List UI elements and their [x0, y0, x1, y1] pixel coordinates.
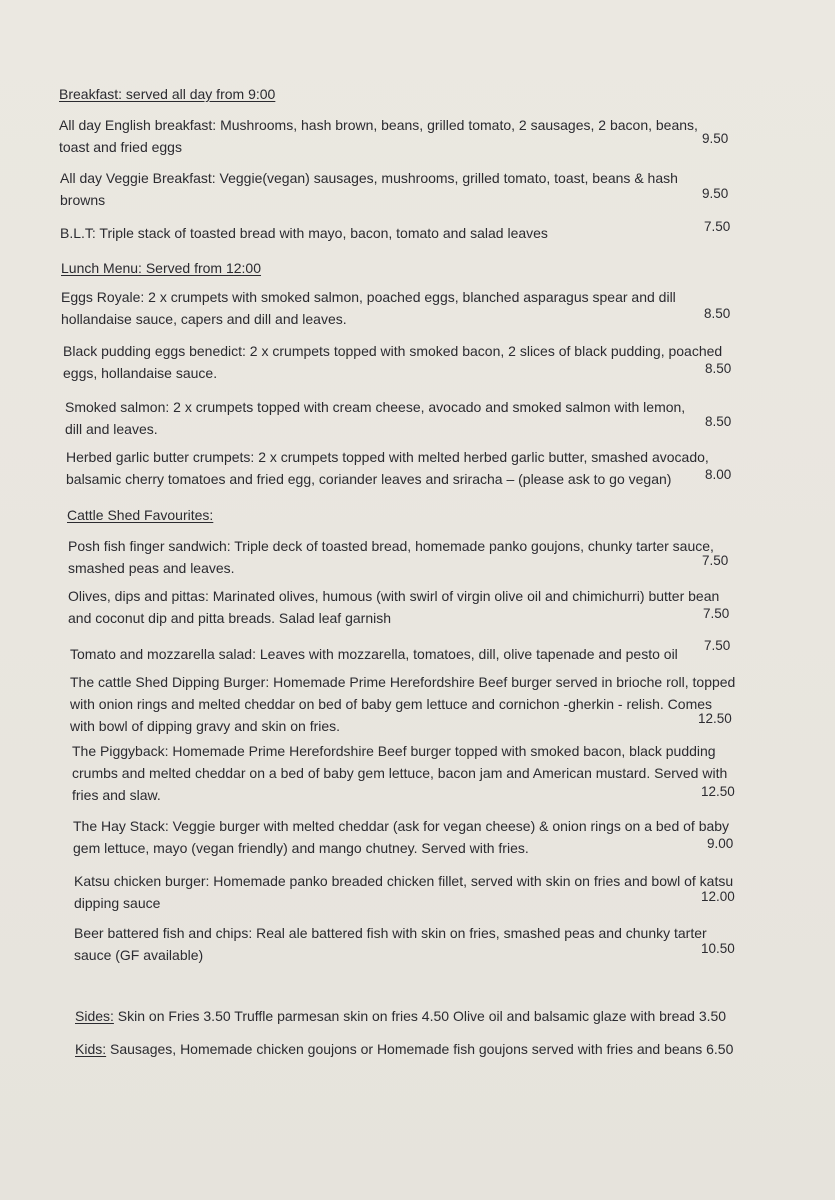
menu-item-smoked-salmon: Smoked salmon: 2 x crumpets topped with cream cheese, avocado and smoked salmon with lemon, dill and leaves. [65, 399, 686, 437]
menu-item-fish-finger-sandwich: Posh fish finger sandwich: Triple deck of toasted bread, homemade panko goujons, chunky tarter sauce, smashed peas and leaves. [68, 538, 714, 576]
menu-item-olives-dips: Olives, dips and pittas: Marinated olives, humous (with swirl of virgin olive oil and chimichurri) butter bean and coconut dip and pitta breads. Salad leaf garnish [68, 588, 720, 626]
menu-item-veggie-breakfast: All day Veggie Breakfast: Veggie(vegan) sausages, mushrooms, grilled tomato, toast, beans & hash browns [60, 170, 678, 208]
menu-item-price: 9.00 [707, 836, 734, 851]
menu-item-dipping-burger: The cattle Shed Dipping Burger: Homemade Prime Herefordshire Beef burger served in brioche roll, topped with onion rings and melted cheddar on bed of baby gem lettuce and cornichon -gherkin - relish. Comes with bowl of dipping gravy and skin on fries. [70, 674, 736, 734]
menu-item-katsu-burger: Katsu chicken burger: Homemade panko breaded chicken fillet, served with skin on fries and bowl of katsu dipping sauce [74, 873, 734, 911]
menu-item-herbed-garlic-crumpets: Herbed garlic butter crumpets: 2 x crumpets topped with melted herbed garlic butter, smashed avocado, balsamic cherry tomatoes and fried egg, coriander leaves and sriracha – (please ask to go vegan) [66, 449, 709, 487]
menu-item-eggs-royale: Eggs Royale: 2 x crumpets with smoked salmon, poached eggs, blanched asparagus spear and dill hollandaise sauce, capers and dill and leaves. [61, 289, 676, 327]
sides-text: Skin on Fries 3.50 Truffle parmesan skin on fries 4.50 Olive oil and balsamic glaze with bread 3.50 [113, 1008, 727, 1024]
menu-item-price: 9.50 [702, 131, 729, 146]
sides-label: Sides: [75, 1008, 114, 1024]
menu-item-price: 12.00 [701, 889, 735, 904]
menu-item-price: 7.50 [704, 638, 731, 653]
menu-item-price: 7.50 [702, 553, 729, 568]
sides-line [75, 1008, 726, 1024]
menu-item-english-breakfast: All day English breakfast: Mushrooms, hash brown, beans, grilled tomato, 2 sausages, 2 bacon, beans, toast and fried eggs [59, 117, 698, 155]
kids-line [75, 1041, 733, 1057]
menu-item-fish-and-chips: Beer battered fish and chips: Real ale battered fish with skin on fries, smashed peas and chunky tarter sauce (GF available) [74, 925, 707, 963]
menu-item-price: 12.50 [701, 784, 735, 799]
menu-item-price: 8.50 [705, 361, 732, 376]
menu-item-price: 8.00 [705, 467, 732, 482]
menu-item-price: 7.50 [703, 606, 730, 621]
kids-text: Sausages, Homemade chicken goujons or Homemade fish goujons served with fries and beans 6.50 [106, 1041, 734, 1057]
kids-label: Kids: [75, 1041, 107, 1057]
menu-item-price: 7.50 [704, 219, 731, 234]
menu-item-price: 10.50 [701, 941, 735, 956]
menu-item-hay-stack: The Hay Stack: Veggie burger with melted cheddar (ask for vegan cheese) & onion rings on a bed of baby gem lettuce, mayo (vegan friendly) and mango chutney. Served with fries. [73, 818, 730, 856]
section-heading-cattle-shed: Cattle Shed Favourites: [67, 507, 214, 523]
menu-item-price: 9.50 [702, 186, 729, 201]
section-heading-lunch: Lunch Menu: Served from 12:00 [61, 260, 262, 276]
menu-item-price: 8.50 [705, 414, 732, 429]
section-heading-breakfast: Breakfast: served all day from 9:00 [59, 86, 276, 102]
menu-item-price: 12.50 [698, 711, 732, 726]
menu-item-black-pudding-benedict: Black pudding eggs benedict: 2 x crumpets topped with smoked bacon, 2 slices of black pudding, poached eggs, hollandaise sauce. [63, 343, 723, 381]
menu-item-tomato-mozzarella: Tomato and mozzarella salad: Leaves with mozzarella, tomatoes, dill, olive tapenade and pesto oil [70, 646, 678, 662]
menu-item-blt: B.L.T: Triple stack of toasted bread with mayo, bacon, tomato and salad leaves [60, 225, 548, 241]
menu-item-piggyback: The Piggyback: Homemade Prime Herefordshire Beef burger topped with smoked bacon, black pudding crumbs and melted cheddar on a bed of baby gem lettuce, bacon jam and American mustard. Served with fries and slaw. [72, 743, 728, 803]
menu-item-price: 8.50 [704, 306, 731, 321]
